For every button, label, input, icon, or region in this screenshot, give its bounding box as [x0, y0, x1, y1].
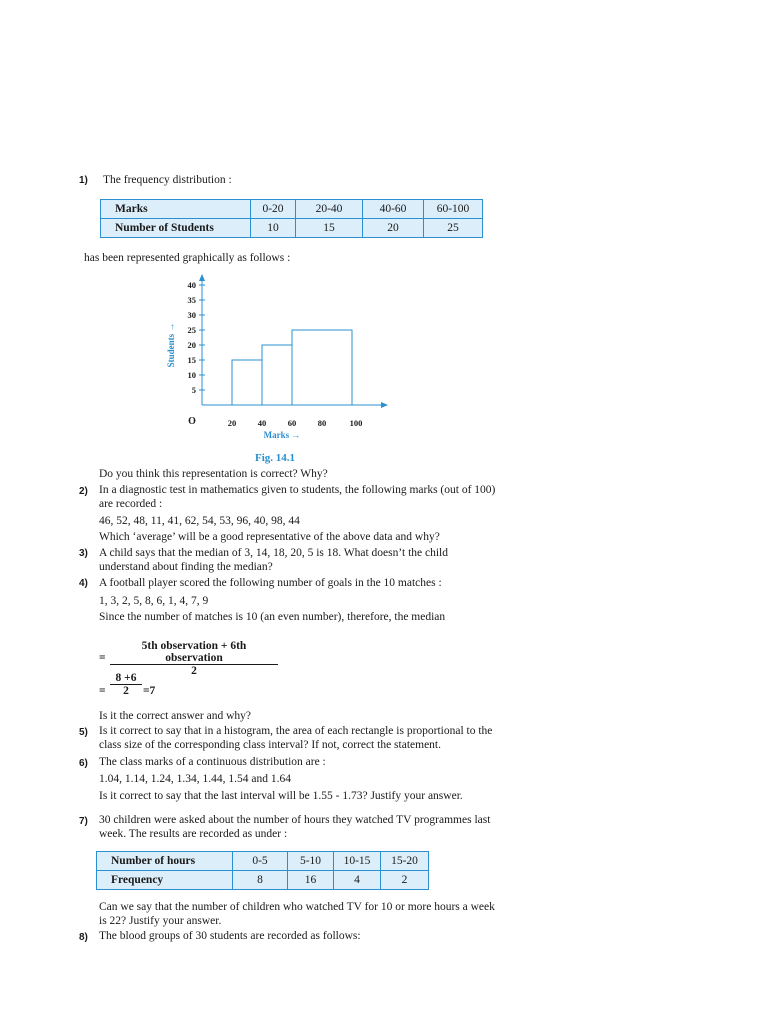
histogram-bar — [262, 345, 292, 405]
table-cell: 8 — [233, 871, 288, 890]
question-3-text: A child says that the median of 3, 14, 18, 20, 5 is 18. What doesn’t the child understand about finding the median? — [99, 547, 448, 573]
table-row — [97, 871, 429, 890]
table-header-cell: Frequency — [97, 871, 233, 890]
question-1-text: The frequency distribution : — [103, 174, 232, 186]
question-7-text: 30 children were asked about the number of hours they watched TV programmes last week. The results are recorded as under : — [99, 814, 491, 840]
question-2-prompt: Which ‘average’ will be a good representative of the above data and why? — [99, 531, 440, 543]
table-row — [97, 852, 429, 871]
figure-caption: Fig. 14.1 — [255, 452, 296, 464]
table-row — [101, 219, 483, 238]
table-cell: 60-100 — [424, 200, 483, 219]
table-row — [101, 200, 483, 219]
y-tick-label: 10 — [187, 370, 196, 380]
equals-sign: = — [99, 685, 106, 697]
table-header-cell: Marks — [101, 200, 251, 219]
question-4-since: Since the number of matches is 10 (an even number), therefore, the median — [99, 611, 446, 623]
table-header-cell: Number of hours — [97, 852, 233, 871]
x-tick-label: 20 — [227, 418, 237, 428]
question-6-text: The class marks of a continuous distribution are : — [99, 756, 326, 768]
y-axis-arrow — [199, 274, 205, 281]
question-number-8: 8) — [79, 932, 88, 943]
table-cell: 25 — [424, 219, 483, 238]
y-tick-label: 40 — [187, 280, 196, 290]
question-number-5: 5) — [79, 727, 88, 738]
median-calculation — [110, 672, 142, 697]
equals-sign: = — [99, 652, 106, 664]
table-cell: 0-20 — [251, 200, 296, 219]
table-header-cell: Number of Students — [101, 219, 251, 238]
table-cell: 4 — [334, 871, 381, 890]
question-number-1: 1) — [79, 175, 88, 186]
table-cell: 20 — [363, 219, 424, 238]
y-tick-label: 25 — [187, 325, 196, 335]
question-4-data: 1, 3, 2, 5, 8, 6, 1, 4, 7, 9 — [99, 595, 209, 607]
question-5-text: Is it correct to say that in a histogram, the area of each rectangle is proportional to the class size of the corresponding class interval? If not, correct the statement. — [99, 725, 493, 751]
question-2-text: In a diagnostic test in mathematics given to students, the following marks (out of 100) are recorded : — [99, 484, 496, 510]
y-tick-label: 35 — [187, 295, 196, 305]
table-cell: 20-40 — [296, 200, 363, 219]
graph-intro-text: has been represented graphically as follows : — [84, 252, 291, 264]
question-number-7: 7) — [79, 816, 88, 827]
histogram-bar — [232, 360, 262, 405]
median-formula-numerator: 5th observation + 6th observation — [110, 640, 278, 665]
median-formula-denominator: 2 — [191, 665, 197, 677]
y-tick-label: 30 — [187, 310, 196, 320]
question-6-data: 1.04, 1.14, 1.24, 1.34, 1.44, 1.54 and 1.64 — [99, 773, 291, 785]
y-tick-label: 15 — [187, 355, 196, 365]
question-number-4: 4) — [79, 578, 88, 589]
question-number-6: 6) — [79, 758, 88, 769]
median-result: =7 — [143, 685, 156, 697]
median-calc-denominator: 2 — [123, 685, 129, 697]
table-cell: 15 — [296, 219, 363, 238]
table-cell: 10-15 — [334, 852, 381, 871]
marks-frequency-table — [100, 199, 483, 238]
table-cell: 40-60 — [363, 200, 424, 219]
table-cell: 15-20 — [381, 852, 429, 871]
x-axis-arrow — [381, 402, 388, 408]
x-tick-label: 40 — [257, 418, 267, 428]
table-cell: 16 — [288, 871, 334, 890]
origin-label: O — [188, 416, 196, 427]
question-1-prompt: Do you think this representation is correct? Why? — [99, 468, 328, 480]
question-6-prompt: Is it correct to say that the last interval will be 1.55 - 1.73? Justify your answer. — [99, 790, 463, 802]
question-number-2: 2) — [79, 486, 88, 497]
question-2-data: 46, 52, 48, 11, 41, 62, 54, 53, 96, 40, 98, 44 — [99, 515, 300, 527]
y-tick-label: 20 — [187, 340, 196, 350]
table-cell: 2 — [381, 871, 429, 890]
histogram-chart — [160, 270, 400, 450]
question-4-prompt: Is it the correct answer and why? — [99, 710, 251, 722]
question-4-text: A football player scored the following number of goals in the 10 matches : — [99, 577, 442, 589]
table-cell: 0-5 — [233, 852, 288, 871]
y-axis-label: Students → — [166, 322, 176, 368]
question-8-text: The blood groups of 30 students are recorded as follows: — [99, 930, 361, 942]
x-tick-label: 100 — [349, 418, 363, 428]
tv-hours-table — [96, 851, 429, 890]
histogram-bar — [292, 330, 352, 405]
question-7-prompt: Can we say that the number of children who watched TV for 10 or more hours a week is 22? Justify your answer. — [99, 901, 495, 927]
x-tick-label: 80 — [317, 418, 327, 428]
x-axis-label: Marks → — [263, 430, 301, 440]
table-cell: 5-10 — [288, 852, 334, 871]
median-calc-numerator: 8 +6 — [110, 672, 142, 685]
y-tick-label: 5 — [191, 385, 196, 395]
x-tick-label: 60 — [287, 418, 297, 428]
question-number-3: 3) — [79, 548, 88, 559]
table-cell: 10 — [251, 219, 296, 238]
